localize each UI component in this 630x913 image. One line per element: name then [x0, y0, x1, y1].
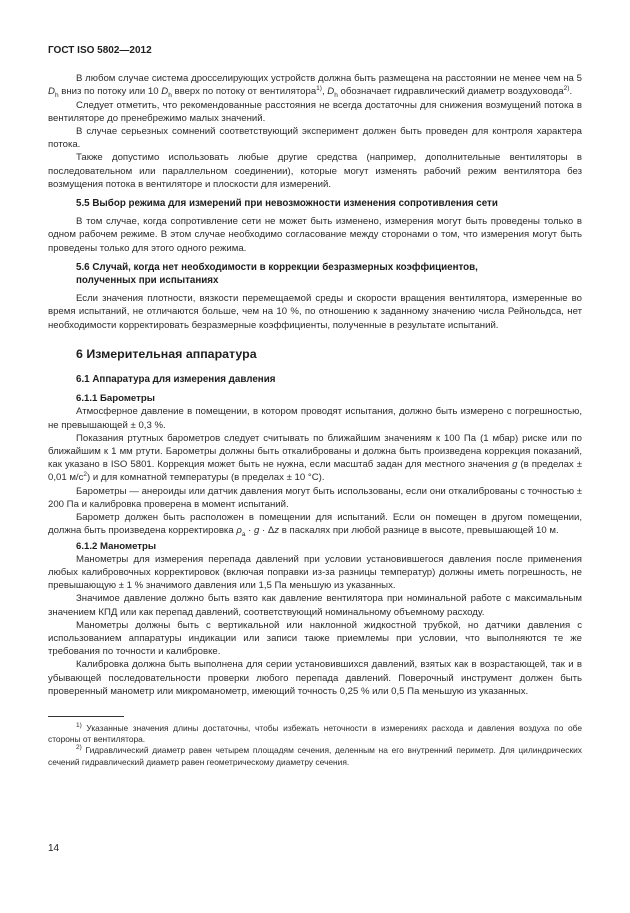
barometer-paragraph-1: Атмосферное давление в помещении, в котором проводят испытания, должно быть измерено с погрешностью, не превышающей ± 0,3 %.	[48, 406, 582, 431]
barometer-paragraph-4: Барометр должен быть расположен в помещении для испытаний. Если он помещен в другом помещении, должна быть произведена корректировка $\rho_a \cdot g \cdot \Delta z$ в паскалях при любой разнице в высоте, превышающей 10 м.	[48, 512, 582, 539]
footnote-divider	[48, 716, 124, 717]
section-5-6-text: Если значения плотности, вязкости перемещаемой среды и скорости вращения вентилятора, измеренные во время испытаний, не отличаются больше, чем на 10 %, по отношению к заданному значению числа Рейнольдса, нет необходимости корректировать безразмерные коэффициенты, полученные в результате испытаний.	[48, 293, 582, 331]
footnote-ref-1[interactable]: 1)	[316, 85, 322, 93]
section-5-5-text: В том случае, когда сопротивление сети не может быть изменено, измерения могут быть проведены только в одном рабочем режиме. В этом случае необходимо согласование между сторонами о том, что измерения могут быть проведены только для этого одного режима.	[48, 216, 582, 254]
manometer-paragraph-3: Манометры должны быть с вертикальной или наклонной жидкостной трубкой, но датчики давления с использованием аппаратуры индикации или записи также приемлемы при условии, что выполняются те же требования по точности и калибровке.	[48, 619, 582, 658]
document-header: ГОСТ ISO 5802—2012	[48, 45, 152, 56]
section-6-1-title: 6.1 Аппаратура для измерения давления	[76, 374, 276, 386]
paragraph-other-means: Также допустимо использовать любые другие средства (например, дополнительные вентиляторы в последовательном или параллельном соединении), которые могут изменять рабочий режим вентилятора без возмущения потока в вентиляторе и плоскости для измерений.	[48, 152, 582, 190]
section-6-1-1-title: 6.1.1 Барометры	[76, 393, 155, 405]
page-number: 14	[48, 843, 60, 854]
footnote-1: $^{1)}$ Указанные значения длины достаточны, чтобы избежать неточности в измерениях расхода и давления воздуха по обе стороны от вентилятора.	[48, 722, 582, 745]
footnote-2: $^{2)}$ Гидравлический диаметр равен четырем площадям сечения, деленным на его внутренний периметр. Для цилиндрических сечений гидравлический диаметр равен геометрическому диаметру сечения.	[48, 744, 582, 767]
paragraph-note-distances: Следует отметить, что рекомендованные расстояния не всегда достаточны для снижения возмущений потока в вентиляторе до пренебрежимо малых значений.	[48, 99, 582, 124]
manometer-paragraph-2: Значимое давление должно быть взято как давление вентилятора при номинальной работе с максимальным значением КПД или как перепад давлений, соответствующий номинальному объемному расходу.	[48, 593, 582, 618]
section-5-5-title: 5.5 Выбор режима для измерений при невозможности изменения сопротивления сети	[76, 198, 498, 210]
section-5-6-title: 5.6 Случай, когда нет необходимости в коррекции безразмерных коэффициентов, полученных при испытаниях	[76, 261, 478, 287]
barometer-paragraph-3: Барометры — анероиды или датчик давления могут быть использованы, если они откалиброваны с точностью ± 200 Па и калибровка проверена в момент испытаний.	[48, 485, 582, 510]
manometer-paragraph-4: Калибровка должна быть выполнена для серии установившихся давлений, взятых как в возрастающей, так и в убывающей последовательности проверки любого перепада давлений. Поверочный инструмент должен быть проверенный манометр или микроманометр, имеющий точность 0,25 % или 0,5 Па меньшую из указанных.	[48, 659, 582, 697]
paragraph-distance: В любом случае система дросселирующих устройств должна быть размещена на расстоянии не менее чем на 5 $D_h$ вниз по потоку или 10 $D_h$ вверх по потоку от вентилятора$^{1)}$, $D_h$ обозначает гидравлический диаметр воздуховода$^{2)}$.	[48, 73, 582, 100]
footnote-ref-2[interactable]: 2)	[563, 85, 570, 93]
section-6-1-2-title: 6.1.2 Манометры	[76, 540, 157, 552]
paragraph-experiment: В случае серьезных сомнений соответствующий эксперимент должен быть проведен для контроля характера потока.	[48, 126, 582, 151]
barometer-paragraph-2: Показания ртутных барометров следует считывать по ближайшим значениям к 100 Па (1 мбар) риске или по ближайшим к 1 мм ртути. Барометры должны быть откалиброваны и должна быть произведена коррекция показаний, как указано в ISO 5801. Коррекция может быть не нужна, если масштаб задан для местного значения g (в пределах ± 0,01 $м/с^2$) и для комнатной температуры (в пределах ± 10 °С).	[48, 432, 582, 484]
manometer-paragraph-1: Манометры для измерения перепада давлений при условии установившегося давления после применения любых калибровочных корректировок (включая поправки из-за разницы температур) должны иметь погрешность, не превышающую ± 1 % значимого давления или 1,5 Па меньшую из указанных.	[48, 553, 582, 592]
section-6-title: 6 Измерительная аппаратура	[76, 346, 257, 361]
